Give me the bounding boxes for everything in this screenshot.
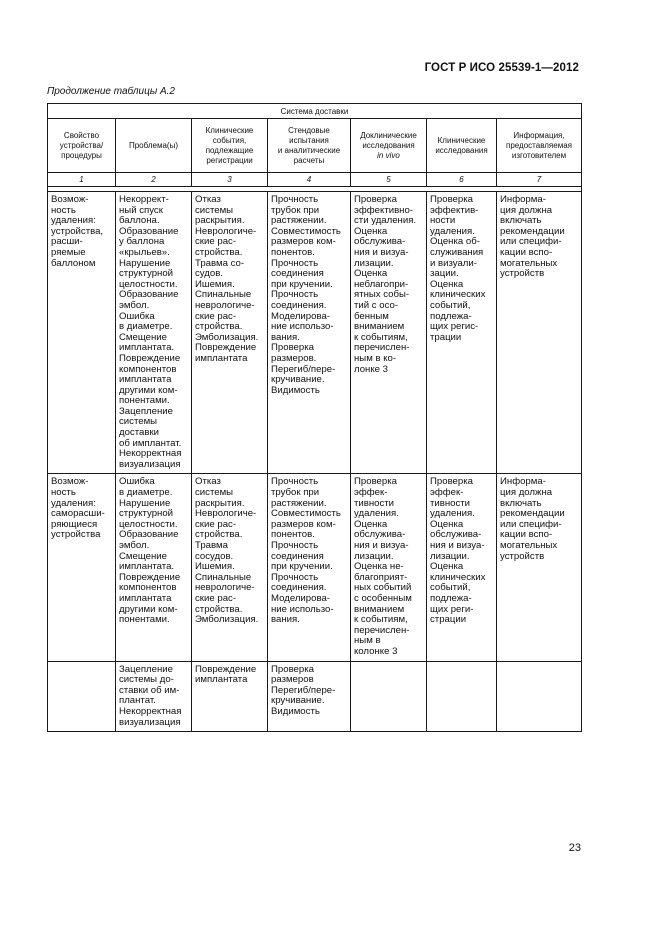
cell-line: ния и визуа- bbox=[354, 246, 409, 258]
cell-line: стройства. bbox=[195, 321, 243, 333]
cell-line: эмбол. bbox=[119, 540, 150, 551]
cell-line: неврологиче- bbox=[195, 582, 255, 594]
cell-line: ности bbox=[430, 215, 456, 227]
cell-line: кации вспо- bbox=[500, 529, 553, 541]
cell-line: при кручении. bbox=[271, 278, 333, 290]
cell-line: Зацепление bbox=[119, 663, 173, 675]
table-cell bbox=[48, 192, 116, 474]
cell-line: удаления. bbox=[430, 508, 475, 520]
cell-line: Оценка bbox=[354, 268, 388, 280]
cell-line: Повреждение bbox=[119, 352, 181, 364]
cell-line: кручивание. bbox=[271, 695, 325, 707]
cell-line: к событиям, bbox=[354, 614, 408, 626]
cell-line: системы до- bbox=[119, 674, 174, 686]
cell-line: ставки об им- bbox=[119, 684, 180, 696]
cell-line: эмбол. bbox=[119, 299, 150, 311]
cell-line: саморасши- bbox=[51, 508, 105, 520]
cell-line: удаления: bbox=[51, 215, 96, 227]
column-number: 1 bbox=[48, 173, 116, 187]
cell-line: событий, bbox=[430, 582, 471, 594]
table-cell bbox=[351, 661, 427, 732]
cell-line: системы bbox=[195, 487, 234, 499]
column-header bbox=[48, 119, 116, 173]
cell-line: растяжении. bbox=[271, 497, 327, 509]
cell-line: устройства, bbox=[51, 225, 104, 237]
cell-line: соединения bbox=[271, 268, 324, 280]
cell-line: обслужива- bbox=[354, 236, 406, 248]
cell-line: Ишемия. bbox=[195, 561, 235, 573]
cell-line: включать bbox=[500, 497, 542, 509]
cell-line: Свойство bbox=[63, 130, 100, 140]
column-number: 4 bbox=[268, 173, 351, 187]
table-cell bbox=[497, 192, 582, 474]
document-code: ГОСТ Р ИСО 25539-1—2012 bbox=[424, 62, 579, 74]
cell-line: Нарушение bbox=[119, 257, 171, 269]
cell-line: вания. bbox=[271, 331, 300, 343]
cell-line: события, bbox=[212, 135, 247, 145]
table-cell bbox=[192, 474, 268, 661]
cell-line: Доклинические bbox=[360, 130, 417, 140]
cell-line: имплантата. bbox=[119, 561, 175, 573]
cell-line: или специфи- bbox=[500, 236, 562, 248]
column-number: 7 bbox=[497, 173, 582, 187]
cell-line: Оценка bbox=[354, 225, 388, 237]
cell-line: Оценка об- bbox=[430, 236, 480, 248]
cell-line: бенным bbox=[354, 310, 389, 322]
cell-line: другими ком- bbox=[119, 384, 178, 396]
cell-line: щих регис- bbox=[430, 321, 479, 333]
cell-line: стройства. bbox=[195, 603, 243, 615]
cell-line: Совместимость bbox=[271, 225, 341, 237]
cell-line: Информация, bbox=[513, 130, 565, 140]
cell-line: раскрытия. bbox=[195, 497, 245, 509]
cell-line: эффек- bbox=[430, 487, 464, 499]
cell-line: тивности bbox=[430, 497, 471, 509]
cell-line: исследования bbox=[362, 140, 415, 150]
cell-line: исследования bbox=[435, 145, 488, 155]
cell-line: баллона. bbox=[119, 215, 160, 227]
cell-line: Проблема(ы) bbox=[128, 140, 178, 150]
cell-line: Оценка bbox=[430, 518, 464, 530]
cell-line: ние использо- bbox=[271, 603, 334, 615]
cell-line: при кручении. bbox=[271, 561, 333, 573]
table-cell bbox=[427, 661, 497, 732]
column-header bbox=[116, 119, 192, 173]
cell-line: ным в bbox=[354, 635, 381, 647]
cell-line: событий, bbox=[430, 299, 471, 311]
cell-line: целостности. bbox=[119, 518, 178, 530]
cell-line: Проверка bbox=[354, 194, 397, 205]
cell-line: рекомендации bbox=[500, 508, 565, 520]
cell-line: другими ком- bbox=[119, 603, 178, 615]
cell-line: компонентов bbox=[119, 582, 177, 594]
cell-line: Повреждение bbox=[119, 571, 181, 583]
table-cell bbox=[427, 474, 497, 661]
column-header bbox=[351, 119, 427, 173]
cell-line: обслужива- bbox=[354, 529, 406, 541]
cell-line: регистрации bbox=[206, 155, 253, 165]
cell-line: размеров. bbox=[271, 352, 317, 364]
cell-line: вания. bbox=[271, 614, 300, 626]
cell-line: имплантата bbox=[195, 674, 248, 686]
table-cell bbox=[427, 192, 497, 474]
cell-line: устройства bbox=[51, 529, 101, 541]
cell-line: Видимость bbox=[271, 384, 320, 396]
cell-line: стройства. bbox=[195, 529, 243, 541]
cell-line: ность bbox=[51, 487, 76, 499]
column-header bbox=[497, 119, 582, 173]
cell-line: растяжении. bbox=[271, 215, 327, 227]
cell-line: Неврологиче- bbox=[195, 508, 257, 520]
cell-line: у баллона bbox=[119, 236, 165, 248]
cell-line: судов. bbox=[195, 268, 223, 280]
cell-line: Смещение bbox=[119, 331, 167, 343]
cell-line: Спинальные bbox=[195, 571, 252, 583]
cell-line: визуализация bbox=[119, 458, 181, 470]
cell-line: Клинические bbox=[205, 125, 254, 135]
cell-line: неврологиче- bbox=[195, 299, 255, 311]
cell-line: Неврологиче- bbox=[195, 225, 257, 237]
cell-line: Информа- bbox=[500, 194, 546, 205]
cell-line: in vivo bbox=[377, 150, 400, 160]
cell-line: эффектив- bbox=[430, 204, 479, 216]
cell-line: ряемые bbox=[51, 246, 86, 258]
cell-line: размеров bbox=[271, 674, 314, 686]
cell-line: стройства. bbox=[195, 246, 243, 258]
table-cell bbox=[351, 474, 427, 661]
cell-line: Некорректная bbox=[119, 705, 182, 717]
cell-line: эффективно- bbox=[354, 204, 414, 216]
page-number: 23 bbox=[568, 842, 581, 854]
cell-line: Повреждение bbox=[195, 663, 257, 675]
requirements-table bbox=[47, 103, 582, 732]
cell-line: Прочность bbox=[271, 194, 319, 205]
cell-line: Оценка не- bbox=[354, 561, 404, 573]
cell-line: устройств bbox=[500, 268, 545, 280]
cell-line: колонке 3 bbox=[354, 645, 398, 657]
cell-line: и аналитические bbox=[277, 145, 341, 155]
cell-line: Образование bbox=[119, 289, 179, 301]
cell-line: удаления. bbox=[354, 508, 399, 520]
cell-line: Ошибка bbox=[119, 310, 155, 322]
cell-line: рекомендации bbox=[500, 225, 565, 237]
column-number: 2 bbox=[116, 173, 192, 187]
cell-line: ния и визуа- bbox=[354, 540, 409, 551]
cell-line: вниманием bbox=[354, 321, 405, 333]
cell-line: Моделирова- bbox=[271, 310, 330, 322]
cell-line: щих реги- bbox=[430, 603, 474, 615]
table-cell bbox=[48, 661, 116, 732]
cell-line: соединения bbox=[271, 550, 324, 562]
table-cell bbox=[268, 661, 351, 732]
cell-line: зации. bbox=[430, 268, 459, 280]
cell-line: Травма со- bbox=[195, 257, 245, 269]
cell-line: соединения. bbox=[271, 582, 327, 594]
cell-line: тивности bbox=[354, 497, 395, 509]
table-cell bbox=[116, 192, 192, 474]
cell-line: вниманием bbox=[354, 603, 405, 615]
cell-line: Эмболизация. bbox=[195, 614, 259, 626]
table-cell bbox=[48, 474, 116, 661]
cell-line: ность bbox=[51, 204, 76, 216]
cell-line: удаления. bbox=[430, 225, 475, 237]
cell-line: лизации. bbox=[430, 550, 470, 562]
cell-line: Ишемия. bbox=[195, 278, 235, 290]
cell-line: Проверка bbox=[271, 663, 314, 675]
table-cell bbox=[116, 661, 192, 732]
cell-line: раскрытия. bbox=[195, 215, 245, 227]
cell-line: ские рас- bbox=[195, 236, 237, 248]
cell-line: Прочность bbox=[271, 257, 319, 269]
cell-line: Возмож- bbox=[51, 476, 89, 488]
cell-line: лизации. bbox=[354, 257, 394, 269]
cell-line: Информа- bbox=[500, 476, 546, 488]
cell-line: трации bbox=[430, 331, 462, 343]
cell-line: в диаметре. bbox=[119, 487, 173, 499]
cell-line: устройств bbox=[500, 550, 545, 562]
cell-line: «крыльев». bbox=[119, 246, 170, 258]
cell-line: Оценка bbox=[354, 518, 388, 530]
cell-line: сти удаления. bbox=[354, 215, 417, 227]
cell-line: доставки bbox=[119, 427, 160, 439]
cell-line: Прочность bbox=[271, 540, 319, 551]
cell-line: эффек- bbox=[354, 487, 388, 499]
table-cell bbox=[192, 661, 268, 732]
cell-line: подлежа- bbox=[430, 310, 472, 322]
cell-line: размеров ком- bbox=[271, 236, 336, 248]
cell-line: структурной bbox=[119, 508, 174, 520]
cell-line: Отказ bbox=[195, 194, 221, 205]
cell-line: ный спуск bbox=[119, 204, 163, 216]
cell-line: имплантата bbox=[195, 352, 248, 364]
cell-line: ские рас- bbox=[195, 592, 237, 604]
cell-line: баллоном bbox=[51, 257, 96, 269]
cell-line: Нарушение bbox=[119, 497, 171, 509]
cell-line: Повреждение bbox=[195, 342, 257, 354]
cell-line: расчеты bbox=[293, 155, 325, 165]
cell-line: Ошибка bbox=[119, 476, 155, 488]
cell-line: структурной bbox=[119, 268, 174, 280]
table-cell bbox=[268, 474, 351, 661]
cell-line: тий с осо- bbox=[354, 299, 399, 311]
cell-line: имплантата. bbox=[119, 342, 175, 354]
cell-line: ятных собы- bbox=[354, 289, 410, 301]
cell-line: клинических bbox=[430, 289, 486, 301]
cell-line: подлежащие bbox=[205, 145, 254, 155]
cell-line: благоприят- bbox=[354, 571, 408, 583]
cell-line: об имплантат. bbox=[119, 437, 182, 449]
cell-line: Зацепление bbox=[119, 405, 173, 417]
cell-line: Оценка bbox=[430, 278, 464, 290]
cell-line: Некорректная bbox=[119, 448, 182, 460]
cell-line: с особенным bbox=[354, 592, 412, 604]
cell-line: обслужива- bbox=[430, 529, 482, 541]
cell-line: лонке 3 bbox=[354, 363, 388, 375]
cell-line: Образование bbox=[119, 225, 179, 237]
cell-line: страции bbox=[430, 614, 467, 626]
group-header: Система доставки bbox=[48, 104, 582, 119]
cell-line: или специфи- bbox=[500, 518, 562, 530]
cell-line: перечислен- bbox=[354, 342, 410, 354]
cell-line: имплантата bbox=[119, 374, 172, 386]
cell-line: ские рас- bbox=[195, 310, 237, 322]
cell-line: к событиям, bbox=[354, 331, 408, 343]
cell-line: Клинические bbox=[437, 135, 486, 145]
table-cell bbox=[116, 474, 192, 661]
cell-line: Проверка bbox=[271, 342, 314, 354]
table-caption: Продолжение таблицы А.2 bbox=[47, 86, 175, 97]
table-row bbox=[48, 192, 582, 474]
cell-line: понентами. bbox=[119, 395, 170, 407]
cell-line: ным в ко- bbox=[354, 352, 397, 364]
table-cell bbox=[497, 661, 582, 732]
cell-line: сосудов. bbox=[195, 550, 234, 562]
column-header bbox=[427, 119, 497, 173]
cell-line: ных событий bbox=[354, 582, 412, 594]
cell-line: изготовителем bbox=[511, 150, 567, 160]
cell-line: предоставляемая bbox=[506, 140, 572, 150]
cell-line: лизации. bbox=[354, 550, 394, 562]
cell-line: и визуали- bbox=[430, 257, 477, 269]
cell-line: могательных bbox=[500, 540, 558, 551]
cell-line: Проверка bbox=[430, 194, 473, 205]
table-cell bbox=[192, 192, 268, 474]
cell-line: Прочность bbox=[271, 476, 319, 488]
cell-line: визуализация bbox=[119, 716, 181, 728]
cell-line: ряющиеся bbox=[51, 518, 98, 530]
cell-line: Совместимость bbox=[271, 508, 341, 520]
cell-line: Проверка bbox=[430, 476, 473, 488]
cell-line: Стендовые bbox=[288, 125, 330, 135]
table-cell bbox=[497, 474, 582, 661]
table-cell bbox=[351, 192, 427, 474]
cell-line: служивания bbox=[430, 246, 484, 258]
cell-line: понентов. bbox=[271, 246, 315, 258]
cell-line: целостности. bbox=[119, 278, 178, 290]
cell-line: устройства/ bbox=[59, 140, 104, 150]
cell-line: размеров ком- bbox=[271, 518, 336, 530]
column-number: 5 bbox=[351, 173, 427, 187]
cell-line: ские рас- bbox=[195, 518, 237, 530]
cell-line: Моделирова- bbox=[271, 592, 330, 604]
column-header bbox=[192, 119, 268, 173]
cell-line: ние использо- bbox=[271, 321, 334, 333]
cell-line: Эмболизация. bbox=[195, 331, 259, 343]
cell-line: Возмож- bbox=[51, 194, 89, 205]
column-header bbox=[268, 119, 351, 173]
cell-line: Смещение bbox=[119, 550, 167, 562]
cell-line: Перегиб/пере- bbox=[271, 363, 336, 375]
cell-line: кации вспо- bbox=[500, 246, 553, 258]
cell-line: понентов. bbox=[271, 529, 315, 541]
cell-line: могательных bbox=[500, 257, 558, 269]
cell-line: ция должна bbox=[500, 204, 553, 216]
cell-line: Видимость bbox=[271, 705, 320, 717]
cell-line: Прочность bbox=[271, 571, 319, 583]
cell-line: Проверка bbox=[354, 476, 397, 488]
cell-line: перечислен- bbox=[354, 624, 410, 636]
cell-line: Некоррект- bbox=[119, 194, 169, 205]
cell-line: в диаметре. bbox=[119, 321, 173, 333]
cell-line: системы bbox=[119, 416, 158, 428]
cell-line: плантат. bbox=[119, 695, 156, 707]
table-cell bbox=[268, 192, 351, 474]
cell-line: Спинальные bbox=[195, 289, 252, 301]
cell-line: кручивание. bbox=[271, 374, 325, 386]
cell-line: Образование bbox=[119, 529, 179, 541]
cell-line: компонентов bbox=[119, 363, 177, 375]
cell-line: понентами. bbox=[119, 614, 170, 626]
cell-line: удаления: bbox=[51, 497, 96, 509]
column-number: 6 bbox=[427, 173, 497, 187]
cell-line: процедуры bbox=[61, 150, 102, 160]
cell-line: ция должна bbox=[500, 487, 553, 499]
cell-line: неблагопри- bbox=[354, 278, 409, 290]
cell-line: ния и визуа- bbox=[430, 540, 485, 551]
cell-line: соединения. bbox=[271, 299, 327, 311]
cell-line: Травма bbox=[195, 540, 228, 551]
cell-line: имплантата bbox=[119, 592, 172, 604]
cell-line: расши- bbox=[51, 236, 83, 248]
cell-line: клинических bbox=[430, 571, 486, 583]
cell-line: испытания bbox=[289, 135, 329, 145]
cell-line: системы bbox=[195, 204, 234, 216]
column-number: 3 bbox=[192, 173, 268, 187]
cell-line: Отказ bbox=[195, 476, 221, 488]
cell-line: Прочность bbox=[271, 289, 319, 301]
table-row bbox=[48, 474, 582, 661]
table-row bbox=[48, 661, 582, 732]
cell-line: трубок при bbox=[271, 487, 320, 499]
cell-line: Оценка bbox=[430, 561, 464, 573]
cell-line: трубок при bbox=[271, 204, 320, 216]
cell-line: включать bbox=[500, 215, 542, 227]
cell-line: подлежа- bbox=[430, 592, 472, 604]
cell-line: Перегиб/пере- bbox=[271, 684, 336, 696]
